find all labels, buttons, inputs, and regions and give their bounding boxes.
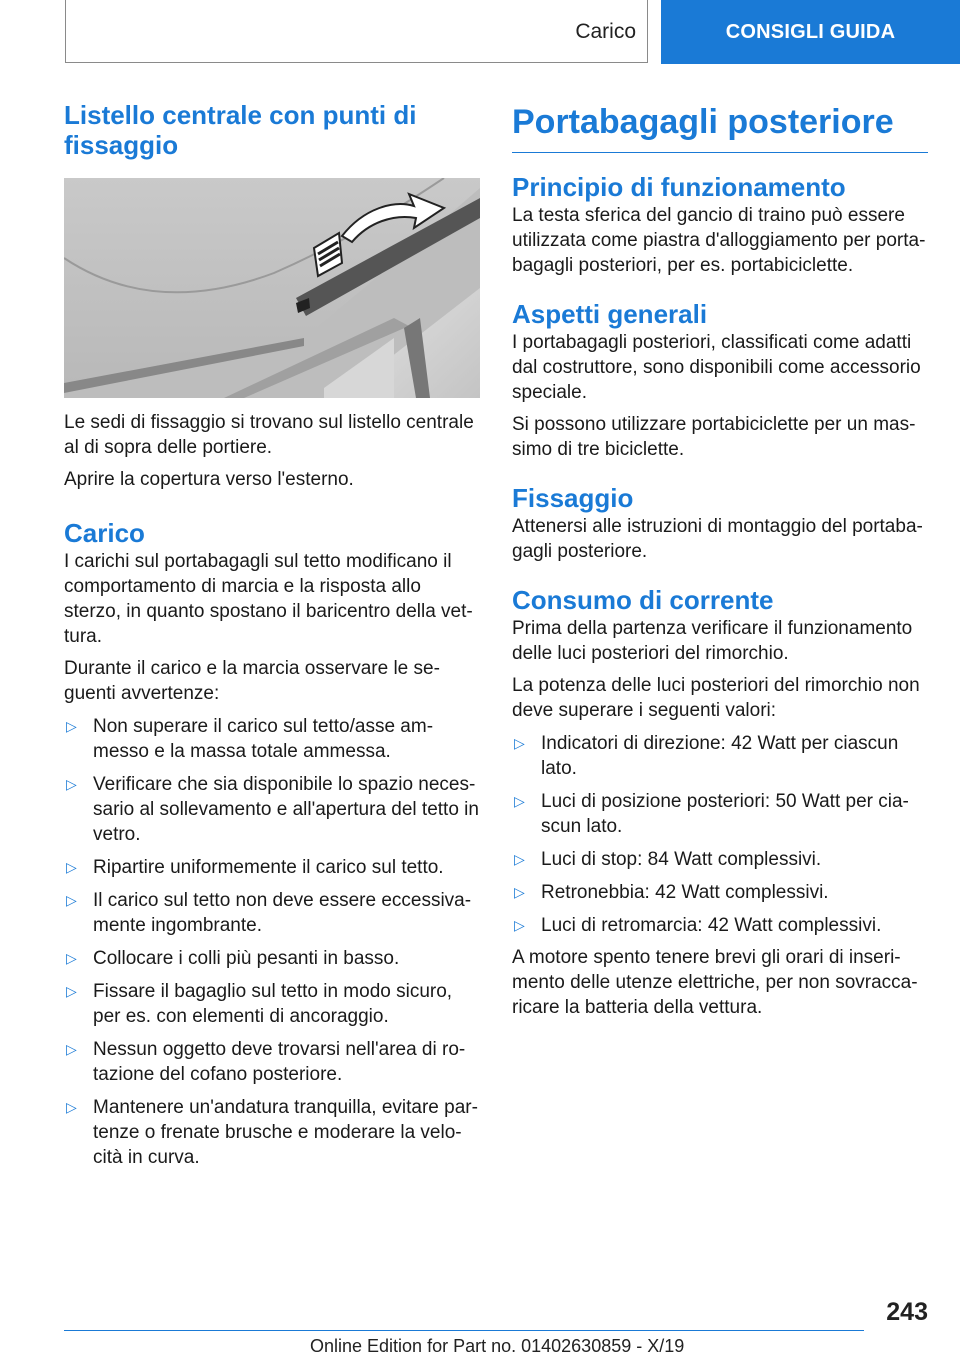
carico-warnings-list: [64, 714, 480, 1170]
list-item: ▷ Fissare il bagaglio sul tetto in modo sicuro, per es. con elementi di ancoraggio.: [66, 981, 453, 1027]
chapter-title-portabagagli: Portabagagli posteriore: [512, 100, 928, 153]
paragraph-portabiciclette: Si possono utilizzare portabiciclette per un mas‐simo di tre biciclette.: [512, 414, 916, 460]
list-item: ▷ Non superare il carico sul tetto/asse am‐messo e la massa totale ammessa.: [66, 716, 434, 762]
list-item: ▷ Luci di posizione posteriori: 50 Watt per cia‐scun lato.: [514, 791, 909, 837]
triangle-bullet-icon: ▷: [66, 983, 77, 999]
list-item: ▷ Luci di stop: 84 Watt complessivi.: [514, 849, 822, 870]
roof-rail-photo: [64, 178, 480, 398]
section-title-listello: Listello centrale con punti di fissaggio: [64, 100, 417, 160]
paragraph-aprire-copertura: Aprire la copertura verso l'esterno.: [64, 469, 354, 490]
triangle-bullet-icon: ▷: [66, 859, 77, 875]
section-title-fissaggio: Fissaggio: [512, 483, 634, 513]
right-column: [512, 100, 928, 1020]
list-item: ▷ Nessun oggetto deve trovarsi nell'area di ro‐tazione del cofano posteriore.: [66, 1039, 466, 1085]
triangle-bullet-icon: ▷: [514, 884, 525, 900]
triangle-bullet-icon: ▷: [66, 718, 77, 734]
triangle-bullet-icon: ▷: [514, 851, 525, 867]
header-section-title: Carico: [575, 19, 636, 43]
paragraph-motore-spento: A motore spento tenere brevi gli orari di inseri‐mento delle utenze elettriche, per non sovracca‐ricare la batteria della vettura.: [512, 947, 918, 1018]
paragraph-principio: La testa sferica del gancio di traino può essere utilizzata come piastra d'alloggiamento per porta‐bagagli posteriori, per es. portabiciclette.: [512, 205, 926, 276]
paragraph-verificare-luci: Prima della partenza verificare il funzionamento delle luci posteriori del rimorchio.: [512, 618, 913, 664]
triangle-bullet-icon: ▷: [514, 793, 525, 809]
left-column: [64, 100, 480, 1170]
paragraph-fissaggio: Attenersi alle istruzioni di montaggio del portaba‐gagli posteriore.: [512, 516, 923, 562]
list-item: ▷ Retronebbia: 42 Watt complessivi.: [514, 882, 829, 903]
triangle-bullet-icon: ▷: [66, 776, 77, 792]
list-item: ▷ Il carico sul tetto non deve essere eccessiva‐mente ingombrante.: [66, 890, 472, 936]
paragraph-carichi: I carichi sul portabagagli sul tetto modificano il comportamento di marcia e la risposta allo sterzo, in quanto spostano il baricentro della vet‐tura.: [64, 551, 473, 647]
triangle-bullet-icon: ▷: [514, 917, 525, 933]
section-title-aspetti: Aspetti generali: [512, 299, 708, 329]
page-number: 243: [886, 1298, 928, 1326]
footer-divider: [64, 1330, 864, 1331]
footer-edition: Online Edition for Part no. 01402630859 - X/19: [310, 1336, 685, 1356]
power-values-list: [512, 731, 928, 938]
list-item: ▷ Verificare che sia disponibile lo spazio neces‐sario al sollevamento e all'apertura del tetto in vetro.: [66, 774, 479, 845]
list-item: ▷ Mantenere un'andatura tranquilla, evitare par‐tenze o frenate brusche e moderare la velo‐cità in curva.: [66, 1097, 478, 1168]
section-title-principio: Principio di funzionamento: [512, 172, 846, 202]
header-chapter-tab[interactable]: CONSIGLI GUIDA: [661, 0, 960, 64]
list-item: ▷ Luci di retromarcia: 42 Watt complessivi.: [514, 915, 882, 936]
paragraph-potenza: La potenza delle luci posteriori del rimorchio non deve superare i seguenti valori:: [512, 675, 920, 721]
paragraph-sedi-fissaggio: Le sedi di fissaggio si trovano sul listello centrale al di sopra delle portiere.: [64, 412, 474, 458]
section-title-carico: Carico: [64, 518, 145, 548]
triangle-bullet-icon: ▷: [66, 892, 77, 908]
list-item: ▷ Indicatori di direzione: 42 Watt per ciascun lato.: [514, 733, 899, 779]
triangle-bullet-icon: ▷: [66, 1041, 77, 1057]
paragraph-aspetti: I portabagagli posteriori, classificati come adatti dal costruttore, sono disponibili come accessorio speciale.: [512, 332, 921, 403]
triangle-bullet-icon: ▷: [66, 1099, 77, 1115]
section-title-consumo: Consumo di corrente: [512, 585, 774, 615]
list-item: ▷ Collocare i colli più pesanti in basso.: [66, 948, 400, 969]
list-item: ▷ Ripartire uniformemente il carico sul tetto.: [66, 857, 444, 878]
paragraph-durante-carico: Durante il carico e la marcia osservare le se‐guenti avvertenze:: [64, 658, 440, 704]
triangle-bullet-icon: ▷: [514, 735, 525, 751]
triangle-bullet-icon: ▷: [66, 950, 77, 966]
